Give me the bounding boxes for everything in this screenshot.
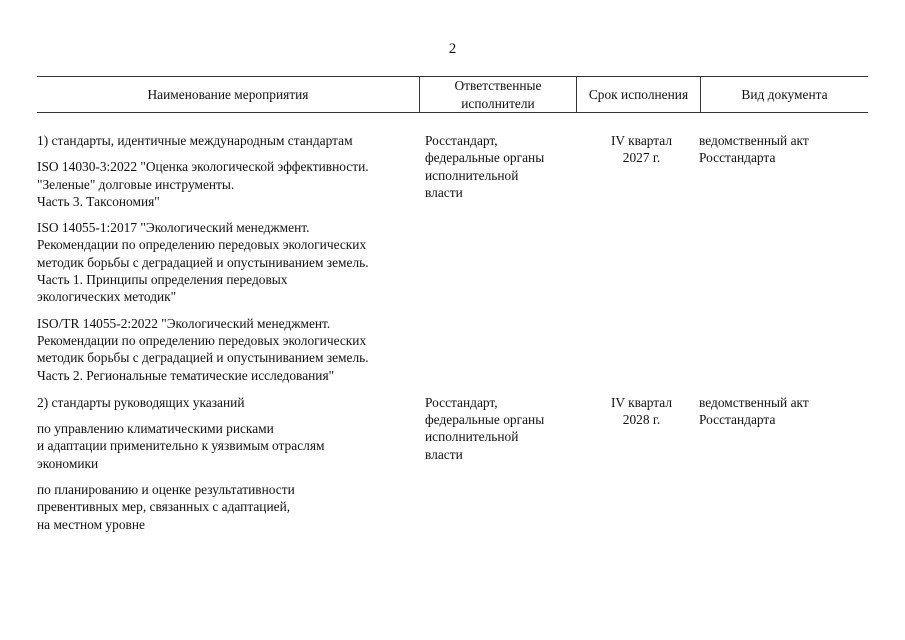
row-name-cell bbox=[37, 132, 422, 384]
standard-item: ISO/TR 14055-2:2022 "Экологический менеджмент. Рекомендации по определению передовых экологических методик борьбы с деградацией и опустыниванием земель. Часть 2. Региональные тематические исследования" bbox=[37, 315, 369, 383]
header-responsible bbox=[419, 77, 577, 112]
page-number: 2 bbox=[448, 41, 457, 57]
row-term: IV квартал 2028 г. bbox=[610, 394, 673, 428]
header-name: Наименование мероприятия bbox=[147, 86, 309, 102]
row-responsible: Росстандарт, федеральные органы исполнительной власти bbox=[425, 133, 545, 200]
row-responsible-cell bbox=[422, 132, 582, 384]
row-doc-cell bbox=[687, 394, 857, 533]
row-term-cell bbox=[582, 132, 687, 384]
row-heading: 1) стандарты, идентичные международным стандартам bbox=[37, 133, 353, 148]
row-term: IV квартал 2027 г. bbox=[610, 133, 673, 166]
row-doc-cell bbox=[687, 132, 857, 384]
standard-item: ISO 14030-3:2022 "Оценка экологической эффективности. "Зеленые" долговые инструменты. Часть 3. Таксономия" bbox=[37, 159, 369, 209]
row-responsible: Росстандарт, федеральные органы исполнительной власти bbox=[425, 394, 545, 462]
row-responsible-cell bbox=[422, 394, 582, 533]
measures-table bbox=[37, 76, 868, 533]
header-responsible-label: Ответственные исполнители bbox=[454, 78, 542, 111]
standard-item: ISO 14055-1:2017 "Экологический менеджмент. Рекомендации по определению передовых экологических методик борьбы с деградацией и опустыниванием земель. Часть 1. Принципы определения передовых экологических методик" bbox=[37, 220, 369, 305]
table-row bbox=[37, 132, 868, 384]
header-doc-type: Вид документа bbox=[741, 86, 828, 102]
guideline-item: по управлению климатическими рисками и адаптации применительно к уязвимым отраслям экономики bbox=[37, 421, 325, 471]
row-name-cell bbox=[37, 394, 422, 533]
guideline-item: по планированию и оценке результативности превентивных мер, связанных с адаптацией, на местном уровне bbox=[37, 482, 295, 532]
row-doc-type: ведомственный акт Росстандарта bbox=[699, 394, 809, 428]
table-header-row bbox=[37, 76, 868, 113]
header-term bbox=[577, 77, 701, 112]
row-doc-type: ведомственный акт Росстандарта bbox=[699, 133, 809, 166]
header-term-label: Срок исполнения bbox=[588, 86, 689, 102]
row-term-cell bbox=[582, 394, 687, 533]
table-row bbox=[37, 394, 868, 533]
row-heading: 2) стандарты руководящих указаний bbox=[37, 394, 245, 410]
